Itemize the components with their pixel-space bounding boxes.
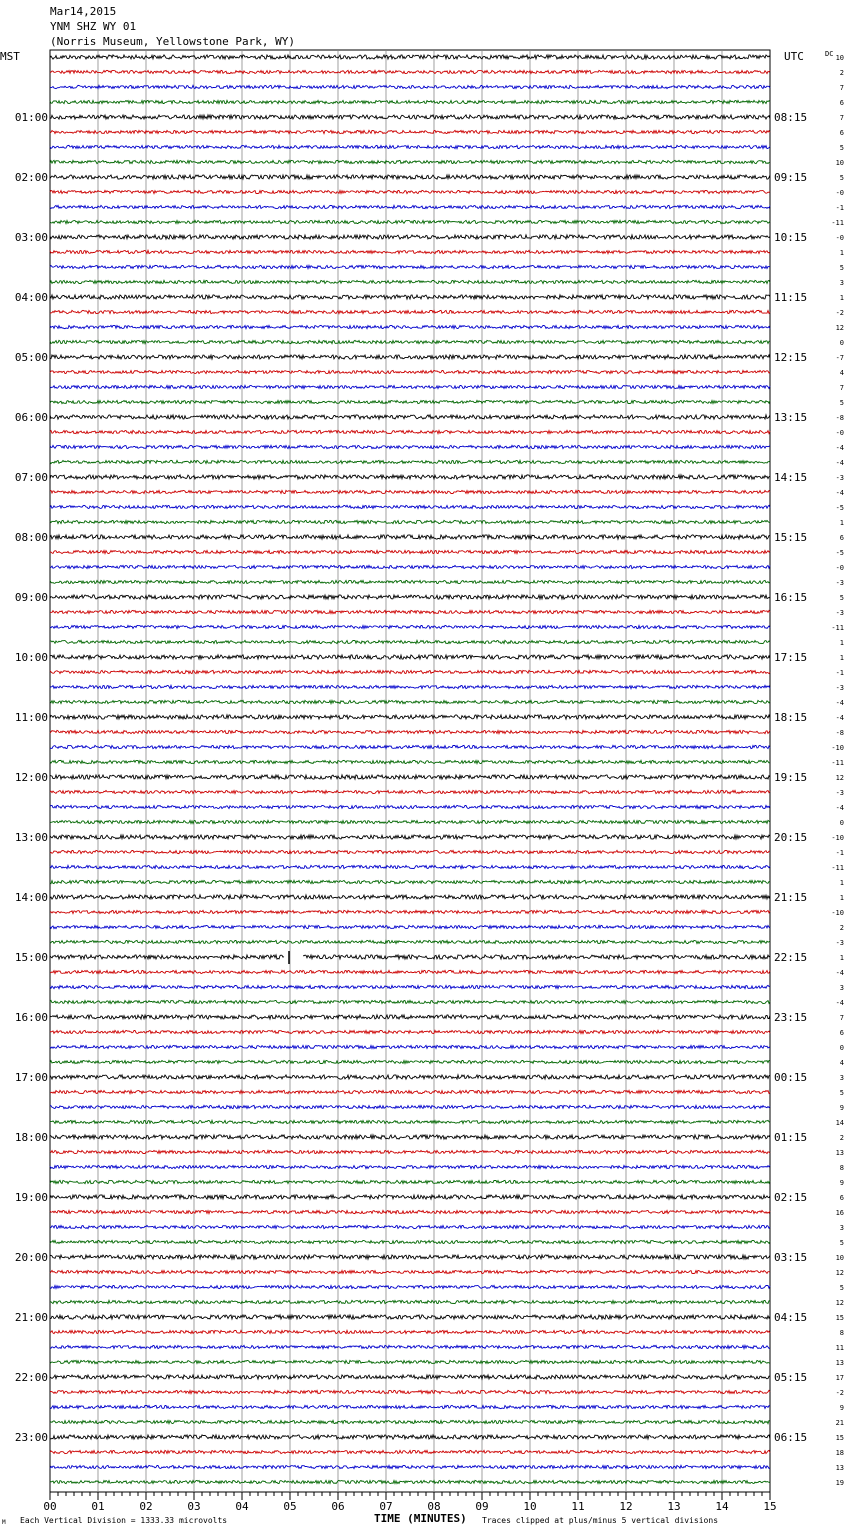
right-hour-label: 20:15 [774, 831, 808, 844]
seismic-trace [50, 1225, 770, 1228]
seismic-trace [50, 400, 770, 403]
seismic-trace [50, 340, 770, 343]
left-hour-label: 15:00 [14, 951, 48, 964]
seismic-trace [50, 625, 770, 628]
seismic-trace [50, 1075, 770, 1079]
left-hour-label: 12:00 [14, 771, 48, 784]
seismic-trace [50, 535, 770, 539]
seismic-trace [50, 1465, 770, 1468]
dc-offset-label: 6 [839, 1029, 844, 1037]
right-hour-label: 22:15 [774, 951, 808, 964]
clip-note: Traces clipped at plus/minus 5 vertical divisions [482, 1516, 719, 1525]
dc-offset-label: -10 [831, 744, 844, 752]
dc-offset-label: -8 [835, 414, 844, 422]
left-hour-label: 19:00 [14, 1191, 48, 1204]
dc-offset-label: -7 [835, 354, 844, 362]
dc-offset-label: 12 [835, 324, 844, 332]
dc-offset-label: -11 [831, 759, 844, 767]
seismic-trace [50, 730, 770, 733]
seismic-trace [50, 565, 770, 568]
left-hour-label: 07:00 [14, 471, 48, 484]
seismic-trace [50, 385, 770, 388]
dc-offset-label: 0 [839, 819, 844, 827]
seismic-trace [50, 160, 770, 163]
right-hour-label: 21:15 [774, 891, 808, 904]
dc-offset-label: 1 [839, 249, 844, 257]
seismic-trace [50, 880, 770, 883]
x-tick-label: 01 [91, 1500, 105, 1513]
dc-offset-label: 12 [835, 774, 844, 782]
seismic-trace [50, 985, 770, 988]
seismic-trace [50, 895, 770, 899]
seismic-trace [50, 865, 770, 868]
dc-offset-label: -0 [835, 234, 844, 242]
x-tick-label: 13 [667, 1500, 681, 1513]
dc-offset-label: 18 [835, 1449, 844, 1457]
seismic-trace [50, 790, 770, 793]
seismic-trace [50, 595, 770, 599]
dc-offset-label: 4 [839, 1059, 844, 1067]
seismic-trace [50, 1345, 770, 1348]
dc-offset-label: 5 [839, 1089, 844, 1097]
seismic-trace [50, 1030, 770, 1033]
seismic-trace [50, 1435, 770, 1439]
seismic-trace [50, 205, 770, 208]
right-hour-label: 15:15 [774, 531, 808, 544]
seismic-trace [50, 430, 770, 433]
dc-offset-label: -4 [835, 444, 844, 452]
dc-offset-label: 2 [839, 1134, 844, 1142]
dc-offset-label: 1 [839, 639, 844, 647]
x-tick-label: 05 [283, 1500, 297, 1513]
left-hour-label: 08:00 [14, 531, 48, 544]
right-hour-label: 17:15 [774, 651, 808, 664]
seismic-trace [50, 970, 770, 973]
dc-offset-label: 3 [839, 1224, 844, 1232]
right-hour-label: 02:15 [774, 1191, 808, 1204]
seismic-trace [50, 505, 770, 508]
right-hour-label: 09:15 [774, 171, 808, 184]
left-hour-label: 03:00 [14, 231, 48, 244]
dc-offset-label: 13 [835, 1149, 844, 1157]
station-location: (Norris Museum, Yellowstone Park, WY) [50, 35, 296, 48]
seismic-trace [50, 1330, 770, 1333]
seismic-trace [50, 85, 770, 88]
right-hour-label: 08:15 [774, 111, 808, 124]
dc-offset-label: -3 [835, 789, 844, 797]
seismic-trace [50, 325, 770, 328]
right-hour-label: 12:15 [774, 351, 808, 364]
seismic-trace [50, 70, 770, 73]
seismic-trace [50, 1450, 770, 1453]
seismic-trace [50, 760, 770, 763]
dc-offset-label: 11 [835, 1344, 844, 1352]
seismic-trace [50, 295, 770, 299]
seismic-trace [50, 1240, 770, 1243]
dc-offset-label: 21 [835, 1419, 844, 1427]
seismic-trace [50, 280, 770, 283]
seismic-trace [50, 1195, 770, 1199]
right-hour-label: 06:15 [774, 1431, 808, 1444]
seismic-trace [50, 580, 770, 583]
seismic-trace [50, 265, 770, 268]
dc-offset-label: 13 [835, 1464, 844, 1472]
dc-offset-label: -3 [835, 684, 844, 692]
x-tick-label: 08 [427, 1500, 441, 1513]
left-hour-label: 20:00 [14, 1251, 48, 1264]
dc-offset-label: -4 [835, 804, 844, 812]
dc-offset-label: 10 [835, 54, 844, 62]
right-hour-label: 13:15 [774, 411, 808, 424]
dc-offset-label: 1 [839, 954, 844, 962]
seismic-trace [50, 1315, 770, 1319]
dc-offset-label: -1 [835, 669, 844, 677]
chart-date: Mar14,2015 [50, 5, 117, 18]
seismic-trace [50, 640, 770, 643]
dc-offset-label: 2 [839, 924, 844, 932]
dc-offset-label: 7 [839, 1014, 844, 1022]
x-axis-title: TIME (MINUTES) [374, 1512, 467, 1525]
right-hour-label: 05:15 [774, 1371, 808, 1384]
seismic-trace [50, 1300, 770, 1303]
dc-offset-label: 9 [839, 1104, 844, 1112]
x-tick-label: 03 [187, 1500, 201, 1513]
left-hour-label: 06:00 [14, 411, 48, 424]
seismic-trace [50, 1420, 770, 1423]
dc-offset-label: -10 [831, 834, 844, 842]
seismic-trace [50, 220, 770, 223]
seismic-trace [50, 850, 770, 853]
dc-offset-label: 6 [839, 534, 844, 542]
seismic-trace [50, 460, 770, 463]
dc-offset-label: 5 [839, 174, 844, 182]
dc-offset-label: 7 [839, 84, 844, 92]
right-hour-label: 19:15 [774, 771, 808, 784]
dc-offset-label: 6 [839, 99, 844, 107]
seismic-trace [50, 955, 770, 959]
dc-offset-label: 0 [839, 339, 844, 347]
dc-offset-label: 9 [839, 1404, 844, 1412]
x-tick-label: 11 [571, 1500, 585, 1513]
dc-offset-label: -0 [835, 429, 844, 437]
x-tick-label: 12 [619, 1500, 633, 1513]
dc-offset-label: 19 [835, 1479, 844, 1487]
seismic-trace [50, 1210, 770, 1213]
seismic-trace [50, 775, 770, 779]
seismic-trace [50, 250, 770, 253]
seismic-trace [50, 925, 770, 928]
dc-offset-label: 1 [839, 294, 844, 302]
x-tick-label: 15 [763, 1500, 777, 1513]
dc-offset-label: 3 [839, 1074, 844, 1082]
dc-offset-label: 5 [839, 594, 844, 602]
dc-offset-label: -11 [831, 624, 844, 632]
left-hour-label: 17:00 [14, 1071, 48, 1084]
dc-offset-label: 7 [839, 114, 844, 122]
dc-offset-label: 5 [839, 264, 844, 272]
seismic-trace [50, 235, 770, 239]
dc-offset-label: 8 [839, 1164, 844, 1172]
dc-offset-label: 17 [835, 1374, 844, 1382]
dc-offset-label: -3 [835, 939, 844, 947]
dc-offset-label: 12 [835, 1269, 844, 1277]
seismic-trace [50, 1480, 770, 1483]
left-hour-label: 10:00 [14, 651, 48, 664]
seismic-trace [50, 1135, 770, 1139]
seismic-trace [50, 1015, 770, 1019]
seismic-trace [50, 370, 770, 373]
x-tick-label: 10 [523, 1500, 537, 1513]
seismic-trace [50, 1375, 770, 1379]
right-hour-label: 18:15 [774, 711, 808, 724]
seismic-trace [50, 475, 770, 479]
seismic-trace [50, 415, 770, 419]
seismic-trace [50, 1270, 770, 1273]
dc-offset-label: 4 [839, 369, 844, 377]
dc-offset-label: 8 [839, 1329, 844, 1337]
seismic-trace [50, 1285, 770, 1288]
x-tick-label: 00 [43, 1500, 57, 1513]
left-hour-label: 05:00 [14, 351, 48, 364]
dc-offset-label: 7 [839, 384, 844, 392]
right-hour-label: 16:15 [774, 591, 808, 604]
seismic-trace [50, 55, 770, 59]
seismic-trace [50, 445, 770, 448]
station-code: YNM SHZ WY 01 [50, 20, 137, 33]
dc-offset-label: -8 [835, 729, 844, 737]
seismic-trace [50, 715, 770, 719]
seismic-trace [50, 1255, 770, 1259]
x-tick-label: 06 [331, 1500, 345, 1513]
right-timezone-label: UTC [784, 50, 804, 63]
right-hour-label: 04:15 [774, 1311, 808, 1324]
left-hour-label: 04:00 [14, 291, 48, 304]
dc-offset-label: 14 [835, 1119, 844, 1127]
dc-offset-label: 5 [839, 1239, 844, 1247]
right-hour-label: 03:15 [774, 1251, 808, 1264]
dc-offset-label: -4 [835, 999, 844, 1007]
right-hour-label: 11:15 [774, 291, 808, 304]
dc-offset-label: -3 [835, 474, 844, 482]
dc-offset-label: 10 [835, 1254, 844, 1262]
left-hour-label: 21:00 [14, 1311, 48, 1324]
x-tick-label: 14 [715, 1500, 729, 1513]
seismic-trace [50, 550, 770, 553]
dc-offset-label: -2 [835, 1389, 844, 1397]
x-tick-label: 09 [475, 1500, 489, 1513]
x-tick-label: 04 [235, 1500, 249, 1513]
dc-offset-label: -11 [831, 864, 844, 872]
seismic-trace [50, 940, 770, 943]
dc-offset-label: 1 [839, 519, 844, 527]
left-hour-label: 09:00 [14, 591, 48, 604]
dc-offset-label: 15 [835, 1434, 844, 1442]
dc-offset-label: 1 [839, 894, 844, 902]
seismic-trace [50, 1000, 770, 1003]
dc-offset-label: 12 [835, 1299, 844, 1307]
left-hour-label: 01:00 [14, 111, 48, 124]
dc-offset-label: -2 [835, 309, 844, 317]
dc-offset-label: 2 [839, 69, 844, 77]
seismic-trace [50, 1405, 770, 1408]
left-hour-label: 23:00 [14, 1431, 48, 1444]
seismic-trace [50, 1045, 770, 1048]
dc-offset-label: -3 [835, 579, 844, 587]
seismic-trace [50, 310, 770, 313]
dc-offset-label: 5 [839, 399, 844, 407]
seismic-trace [50, 610, 770, 613]
seismic-trace [50, 1150, 770, 1153]
dc-offset-label: -4 [835, 489, 844, 497]
seismic-trace [50, 490, 770, 493]
right-hour-label: 00:15 [774, 1071, 808, 1084]
footer-mark: M [2, 1519, 6, 1526]
vertical-scale-note: Each Vertical Division = 1333.33 microvolts [20, 1516, 228, 1525]
left-hour-label: 16:00 [14, 1011, 48, 1024]
left-hour-label: 02:00 [14, 171, 48, 184]
left-timezone-label: MST [0, 50, 20, 63]
seismic-trace [50, 745, 770, 748]
dc-offset-label: -1 [835, 204, 844, 212]
dc-offset-label: 15 [835, 1314, 844, 1322]
right-hour-label: 14:15 [774, 471, 808, 484]
dc-offset-label: 3 [839, 984, 844, 992]
seismic-trace [50, 835, 770, 839]
x-tick-label: 02 [139, 1500, 153, 1513]
seismic-trace [50, 355, 770, 359]
seismic-trace [50, 145, 770, 148]
seismic-trace [50, 1165, 770, 1168]
dc-offset-label: 9 [839, 1179, 844, 1187]
dc-offset-label: 1 [839, 879, 844, 887]
left-hour-label: 14:00 [14, 891, 48, 904]
dc-offset-label: 16 [835, 1209, 844, 1217]
seismic-trace [50, 130, 770, 133]
dc-offset-label: -11 [831, 219, 844, 227]
seismic-trace [50, 1390, 770, 1393]
left-hour-label: 13:00 [14, 831, 48, 844]
seismic-trace [50, 910, 770, 913]
dc-offset-label: 0 [839, 1044, 844, 1052]
seismic-trace [50, 820, 770, 823]
seismic-trace [50, 1060, 770, 1063]
dc-offset-label: -10 [831, 909, 844, 917]
right-hour-label: 01:15 [774, 1131, 808, 1144]
dc-offset-label: -4 [835, 714, 844, 722]
dc-header-label: DC [825, 50, 834, 58]
dc-offset-label: -5 [835, 504, 844, 512]
seismic-trace [50, 1090, 770, 1093]
dc-offset-label: 13 [835, 1359, 844, 1367]
dc-offset-label: -5 [835, 549, 844, 557]
dc-offset-label: 10 [835, 159, 844, 167]
dc-offset-label: 5 [839, 1284, 844, 1292]
seismic-trace [50, 115, 770, 119]
dc-offset-label: 6 [839, 1194, 844, 1202]
seismic-trace [50, 100, 770, 103]
seismic-trace [50, 520, 770, 523]
seismic-trace [50, 1120, 770, 1123]
dc-offset-label: -4 [835, 969, 844, 977]
seismic-trace [50, 670, 770, 673]
dc-offset-label: 6 [839, 129, 844, 137]
dc-offset-label: -0 [835, 564, 844, 572]
dc-offset-label: 1 [839, 654, 844, 662]
dc-offset-label: -0 [835, 189, 844, 197]
left-hour-label: 18:00 [14, 1131, 48, 1144]
dc-offset-label: -4 [835, 459, 844, 467]
seismic-trace [50, 805, 770, 808]
dc-offset-label: -3 [835, 609, 844, 617]
left-hour-label: 11:00 [14, 711, 48, 724]
right-hour-label: 23:15 [774, 1011, 808, 1024]
seismic-trace [50, 190, 770, 193]
dc-offset-label: -1 [835, 849, 844, 857]
seismic-trace [50, 1360, 770, 1363]
dc-offset-label: -4 [835, 699, 844, 707]
right-hour-label: 10:15 [774, 231, 808, 244]
x-tick-label: 07 [379, 1500, 393, 1513]
seismic-trace [50, 1180, 770, 1183]
seismic-trace [50, 700, 770, 703]
left-hour-label: 22:00 [14, 1371, 48, 1384]
seismic-trace [50, 655, 770, 659]
dc-offset-label: 5 [839, 144, 844, 152]
seismic-trace [50, 175, 770, 179]
seismic-trace [50, 1105, 770, 1108]
dc-offset-label: 3 [839, 279, 844, 287]
seismic-trace [50, 685, 770, 688]
